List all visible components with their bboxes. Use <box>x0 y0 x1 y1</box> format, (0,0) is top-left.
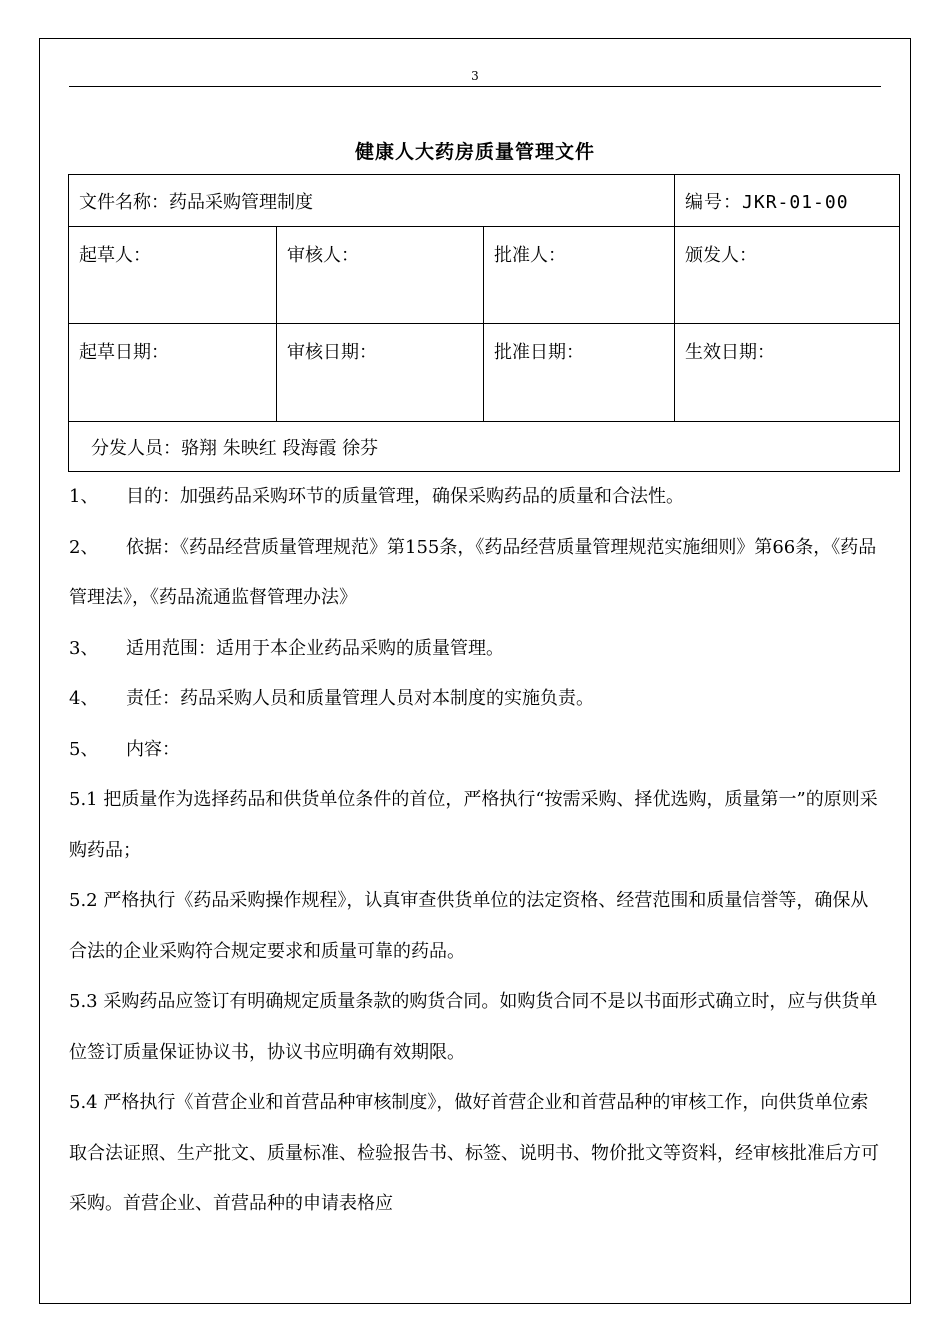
code-cell: 编号：JKR-01-00 <box>675 175 900 227</box>
reviewer-cell: 审核人： <box>277 227 484 324</box>
distribution-cell: 分发人员：骆翔 朱映红 段海霞 徐芬 <box>69 422 900 472</box>
draft-date-cell: 起草日期： <box>69 324 277 422</box>
section-text: 内容： <box>126 738 180 760</box>
section-number: 1、 <box>69 486 99 507</box>
effective-date-cell: 生效日期： <box>675 324 900 422</box>
item-5-1: 5.1 把质量作为选择药品和供货单位条件的首位，严格执行“按需采购、择优选购，质量第一”的原则采购药品； <box>69 789 878 861</box>
item-5-3: 5.3 采购药品应签订有明确规定质量条款的购货合同。如购货合同不是以书面形式确立时，应与供货单位签订质量保证协议书，协议书应明确有效期限。 <box>69 991 878 1063</box>
issuer-cell: 颁发人： <box>675 227 900 324</box>
approver-cell: 批准人： <box>484 227 675 324</box>
section-text: 目的：加强药品采购环节的质量管理，确保采购药品的质量和合法性。 <box>126 486 684 507</box>
item-5-2: 5.2 严格执行《药品采购操作规程》，认真审查供货单位的法定资格、经营范围和质量信誉等，确保从合法的企业采购符合规定要求和质量可靠的药品。 <box>69 890 869 962</box>
review-date-cell: 审核日期： <box>277 324 484 422</box>
section-5 <box>69 725 884 776</box>
document-info-table <box>68 174 900 472</box>
section-2 <box>69 523 884 624</box>
file-name-cell: 文件名称：药品采购管理制度 <box>69 175 675 227</box>
header-rule <box>69 86 881 87</box>
drafter-cell: 起草人： <box>69 227 277 324</box>
item-5-4: 5.4 严格执行《首营企业和首营品种审核制度》，做好首营企业和首营品种的审核工作，向供货单位索取合法证照、生产批文、质量标准、检验报告书、标签、说明书、物价批文等资料，经审核批准后方可采购。首营企业、首营品种的申请表格应 <box>69 1092 879 1214</box>
section-text: 依据：《药品经营质量管理规范》第155条，《药品经营质量管理规范实施细则》第66条，《药品管理法》，《药品流通监督管理办法》 <box>69 536 877 608</box>
section-number: 3、 <box>69 637 99 659</box>
document-body <box>69 472 884 1230</box>
document-title: 健康人大药房质量管理文件 <box>354 141 595 163</box>
section-1 <box>69 472 884 523</box>
section-text: 责任：药品采购人员和质量管理人员对本制度的实施负责。 <box>126 688 594 709</box>
section-number: 5、 <box>69 738 99 760</box>
section-3 <box>69 624 884 675</box>
section-4 <box>69 674 884 725</box>
approve-date-cell: 批准日期： <box>484 324 675 422</box>
section-number: 2、 <box>69 536 99 558</box>
section-text: 适用范围：适用于本企业药品采购的质量管理。 <box>126 637 504 659</box>
section-number: 4、 <box>69 688 99 709</box>
page-number: 3 <box>471 69 479 83</box>
